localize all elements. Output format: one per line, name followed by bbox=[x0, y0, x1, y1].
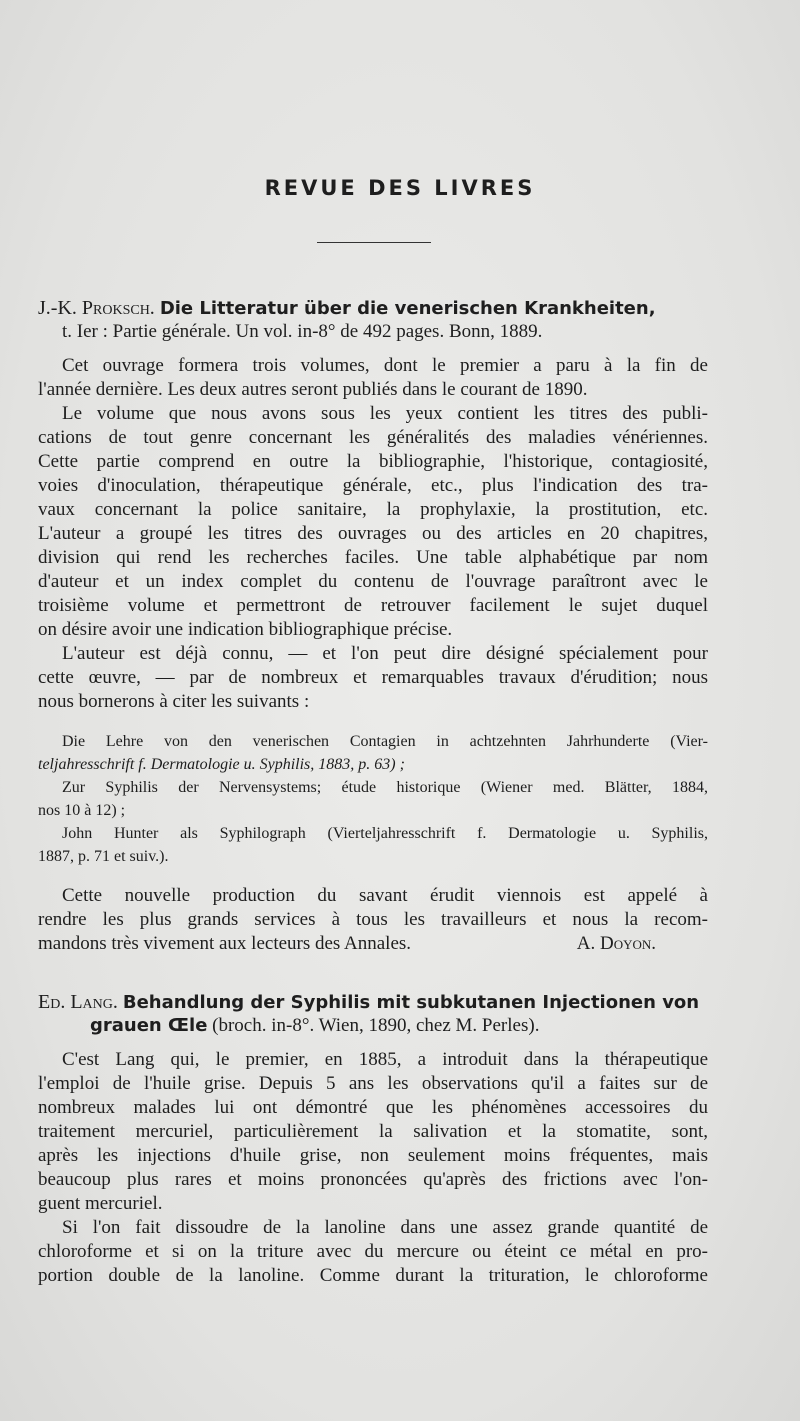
review1-references bbox=[38, 730, 708, 868]
text-line: C'est Lang qui, le premier, en 1885, a introduit dans la thérapeutique bbox=[62, 1049, 708, 1070]
text-line: cette œuvre, — par de nombreux et remarquables travaux d'érudition; nous bbox=[38, 667, 708, 688]
review1-para4 bbox=[38, 884, 708, 956]
review1-title: Die Litteratur über die venerischen Krankheiten, bbox=[159, 298, 656, 319]
review2-title-cont-line bbox=[38, 1014, 708, 1038]
review2-para1 bbox=[38, 1048, 708, 1216]
text-line: traitement mercuriel, particulièrement la salivation et la stomatite, sont, bbox=[38, 1121, 708, 1142]
text-line: Cette partie comprend en outre la bibliographie, l'historique, contagiosité, bbox=[38, 451, 708, 472]
text-line: L'auteur a groupé les titres des ouvrages ou des articles en 20 chapitres, bbox=[38, 523, 708, 544]
text-line: après les injections d'huile grise, non seulement moins fréquentes, mais bbox=[38, 1145, 708, 1166]
reference-line: John Hunter als Syphilograph (Vierteljahresschrift f. Dermatologie u. Syphilis, bbox=[62, 825, 708, 842]
heading-rule bbox=[317, 242, 431, 243]
reference-line: 1887, p. 71 et suiv.). bbox=[38, 848, 169, 865]
review1-author: J.-K. Proksch. bbox=[38, 297, 155, 319]
text-line: Si l'on fait dissoudre de la lanoline dans une assez grande quantité de bbox=[62, 1217, 708, 1238]
text-line: Cet ouvrage formera trois volumes, dont le premier a paru à la fin de bbox=[62, 355, 708, 376]
reference-line: Zur Syphilis der Nervensystems; étude historique (Wiener med. Blätter, 1884, bbox=[62, 779, 708, 796]
review2-title-cont-bold: grauen Œle bbox=[90, 1015, 208, 1036]
review2-para2 bbox=[38, 1216, 708, 1288]
review1-title-cont: t. Ier : Partie générale. Un vol. in-8° de 492 pages. Bonn, 1889. bbox=[62, 321, 543, 342]
review1-para3 bbox=[38, 642, 708, 714]
reference-line: nos 10 à 12) ; bbox=[38, 802, 126, 819]
text-line: l'année dernière. Les deux autres seront publiés dans le courant de 1890. bbox=[38, 379, 588, 400]
text-line: l'emploi de l'huile grise. Depuis 5 ans les observations qu'il a faites sur de bbox=[38, 1073, 708, 1094]
review2-title-line bbox=[38, 990, 708, 1014]
text-line: guent mercuriel. bbox=[38, 1193, 163, 1214]
reference-line: Die Lehre von den venerischen Contagien in achtzehnten Jahrhunderte (Vier- bbox=[62, 733, 708, 750]
text-line: troisième volume et permettront de retrouver facilement le sujet duquel bbox=[38, 595, 708, 616]
review2-title: Behandlung der Syphilis mit subkutanen Injectionen von bbox=[122, 992, 700, 1013]
text-line: cations de tout genre concernant les généralités des maladies vénériennes. bbox=[38, 427, 708, 448]
text-line: L'auteur est déjà connu, — et l'on peut dire désigné spécialement pour bbox=[62, 643, 708, 664]
text-line: beaucoup plus rares et moins prononcées qu'après des frictions avec l'on- bbox=[38, 1169, 708, 1190]
review-proksch bbox=[38, 296, 708, 956]
text-line: portion double de la lanoline. Comme durant la trituration, le chloroforme bbox=[38, 1265, 708, 1286]
reviewer-signature: A. Doyon. bbox=[576, 933, 656, 954]
reference-line: teljahresschrift f. Dermatologie u. Syphilis, 1883, p. 63) ; bbox=[38, 756, 405, 773]
text-line: on désire avoir une indication bibliographique précise. bbox=[38, 619, 453, 640]
text-line: nombreux malades lui ont démontré que les phénomènes accessoires du bbox=[38, 1097, 708, 1118]
text-line: rendre les plus grands services à tous les travailleurs et nous la recom- bbox=[38, 909, 708, 930]
text-line: voies d'inoculation, thérapeutique générale, etc., plus l'indication des tra- bbox=[38, 475, 708, 496]
text-line: division qui rend les recherches faciles. Une table alphabétique par nom bbox=[38, 547, 708, 568]
review1-title-line bbox=[38, 296, 708, 320]
review2-author: Ed. Lang. bbox=[38, 991, 118, 1013]
closing-text: mandons très vivement aux lecteurs des Annales. bbox=[38, 933, 412, 954]
text-line: Le volume que nous avons sous les yeux contient les titres des publi- bbox=[62, 403, 708, 424]
text-line: nous bornerons à citer les suivants : bbox=[38, 691, 310, 712]
text-line: Cette nouvelle production du savant érudit viennois est appelé à bbox=[62, 885, 708, 906]
text-line: d'auteur et un index complet du contenu de l'ouvrage paraîtront avec le bbox=[38, 571, 708, 592]
review-lang bbox=[38, 990, 708, 1288]
text-line bbox=[38, 932, 708, 956]
text-line: chloroforme et si on la triture avec du mercure ou éteint ce métal en pro- bbox=[38, 1241, 708, 1262]
section-heading: REVUE DES LIVRES bbox=[264, 176, 536, 200]
review1-para1 bbox=[38, 354, 708, 402]
text-line: vaux concernant la police sanitaire, la prophylaxie, la prostitution, etc. bbox=[38, 499, 708, 520]
review2-title-cont: (broch. in-8°. Wien, 1890, chez M. Perles). bbox=[212, 1015, 540, 1036]
review1-para2 bbox=[38, 402, 708, 642]
